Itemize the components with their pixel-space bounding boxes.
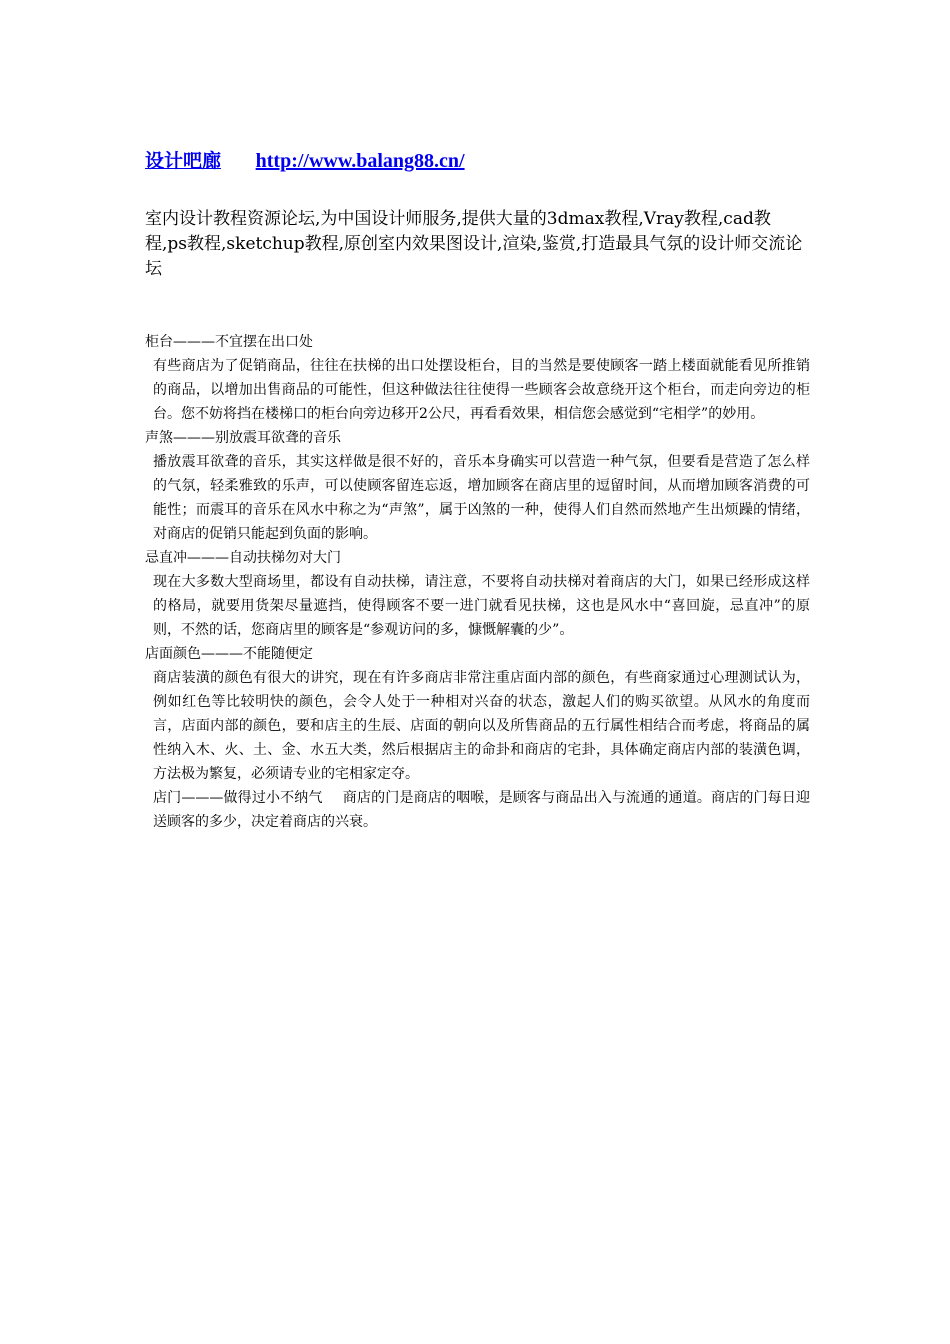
section-paragraph: 商店的门是商店的咽喉，是顾客与商品出入与流通的通道。商店的门每日迎送顾客的多少，决定着商店的兴衰。 <box>153 790 811 830</box>
section-heading: 柜台———不宜摆在出口处 <box>145 334 313 350</box>
section-inline <box>145 786 810 834</box>
article-body <box>145 330 810 834</box>
site-url-link[interactable]: http://www.balang88.cn/ <box>255 150 465 172</box>
section-heading: 店面颜色———不能随便定 <box>145 646 313 662</box>
site-header <box>145 146 465 173</box>
section-heading: 忌直冲———自动扶梯勿对大门 <box>145 550 341 566</box>
section-heading: 声煞———别放震耳欲聋的音乐 <box>145 430 341 446</box>
section-paragraph: 现在大多数大型商场里，都设有自动扶梯，请注意，不要将自动扶梯对着商店的大门，如果已经形成这样的格局，就要用货架尽量遮挡，使得顾客不要一进门就看见扶梯，这也是风水中“喜回旋，忌直冲”的原则，不然的话，您商店里的顾客是“参观访问的多，慷慨解囊的少”。 <box>153 574 810 638</box>
section-paragraph: 播放震耳欲聋的音乐，其实这样做是很不好的，音乐本身确实可以营造一种气氛，但要看是营造了怎么样的气氛，轻柔雅致的乐声，可以使顾客留连忘返，增加顾客在商店里的逗留时间，从而增加顾客消费的可能性；而震耳的音乐在风水中称之为“声煞”，属于凶煞的一种，使得人们自然而然地产生出烦躁的情绪，对商店的促销只能起到负面的影响。 <box>153 454 810 542</box>
site-intro: 室内设计教程资源论坛,为中国设计师服务,提供大量的3dmax教程,Vray教程,cad教程,ps教程,sketchup教程,原创室内效果图设计,渲染,鉴赏,打造最具气氛的设计师交流论坛 <box>145 209 803 279</box>
section-heading: 店门———做得过小不纳气 <box>153 790 323 806</box>
section-paragraph: 有些商店为了促销商品，往往在扶梯的出口处摆设柜台，目的当然是要使顾客一踏上楼面就能看见所推销的商品，以增加出售商品的可能性，但这种做法往往使得一些顾客会故意绕开这个柜台，而走向旁边的柜台。您不妨将挡在楼梯口的柜台向旁边移开2公尺，再看看效果，相信您会感觉到“宅相学”的妙用。 <box>153 358 810 422</box>
site-name-link[interactable]: 设计吧廊 <box>145 150 222 172</box>
section-paragraph: 商店装潢的颜色有很大的讲究，现在有许多商店非常注重店面内部的颜色，有些商家通过心理测试认为，例如红色等比较明快的颜色，会令人处于一种相对兴奋的状态，激起人们的购买欲望。从风水的角度而言，店面内部的颜色，要和店主的生辰、店面的朝向以及所售商品的五行属性相结合而考虑，将商品的属性纳入木、火、土、金、水五大类，然后根据店主的命卦和商店的宅卦，具体确定商店内部的装潢色调，方法极为繁复，必须请专业的宅相家定夺。 <box>153 670 810 782</box>
